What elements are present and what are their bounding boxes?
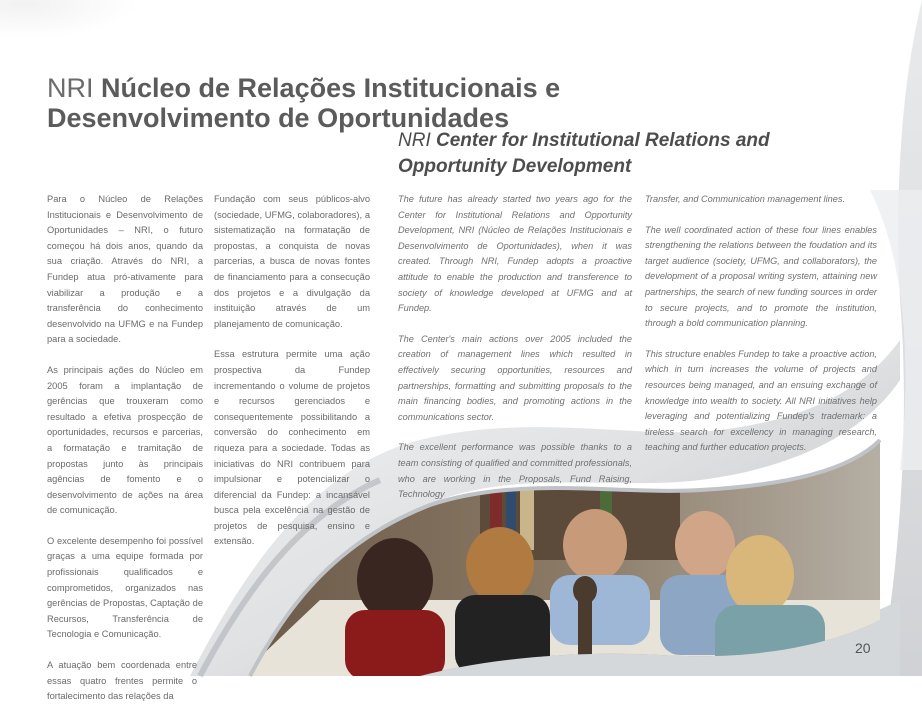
paragraph: Transfer, and Communication management lines. [645,194,846,204]
paragraph: As principais ações do Núcleo em 2005 foram a implantação de gerências que trouxeram como resultado a efetiva prospecção de oportunidades, recursos e parcerias, a formatação e tramitação de propostas junto às principais agências de fomento e o desenvolvimento de ações na área de comunicação. [47,364,203,516]
column-pt-1 [47,192,203,720]
column-pt-2 [214,192,370,565]
paragraph: This structure enables Fundep to take a proactive action, which in turn increases the volume of projects and resources being managed, and an ensuing exchange of knowledge into wealth to society. All NRI initiatives help leveraging and potentializing Fundep's trademark: a tireless search for excellency in managing research, teaching and further education projects. [645,348,877,453]
paragraph: Para o Núcleo de Relações Institucionais e Desenvolvimento de Oportunidades – NRI, o futuro começou há dois anos, quando da sua criação. Através do NRI, a Fundep atua pró-ativamente para viabilizar a produção e a transferência do conhecimento desenvolvido na UFMG e na Fundep para a sociedade. [47,194,203,345]
title-pt-line2: Desenvolvimento de Oportunidades [47,103,510,133]
title-portuguese [47,73,687,133]
title-en-line2: Opportunity Development [398,156,632,177]
paragraph: Fundação com seus públicos-alvo (sociedade, UFMG, colaboradores), a sistematização na formatação de propostas, a conquista de novas parcerias, a busca de novas fontes de financiamento para a consecução dos projetos e a divulgação da instituição através de um planejamento de comunicação. [214,194,370,329]
title-en-line1: Center for Institutional Relations and [436,130,770,151]
paragraph: The Center's main actions over 2005 included the creation of management lines which resulted in effectively securing opportunities, resources and partnerships, formatting and submitting proposals to the main financing bodies, and promoting actions in the communications sector. [398,333,632,422]
paragraph: A atuação bem coordenada entre essas quatro frentes permite o fortalecimento das relações da [47,660,197,702]
paragraph: The well coordinated action of these four lines enables strengthening the relations between the foudation and its target audience (society, UFMG, and collaborators), the development of a proposal writing system, attaining new partnerships, the search of new funding sources in order to secure projects, and to promote the institution, through a bold communication planning. [645,224,877,329]
title-english [398,128,868,180]
paragraph: The excellent performance was possible thanks to a team consisting of qualified and committed professionals, who are working in the Proposals, Fund Raising, Technology [398,442,632,500]
title-pt-line1: Núcleo de Relações Institucionais e [101,73,561,103]
column-en-1 [398,192,632,518]
paragraph: O excelente desempenho foi possível graças a uma equipe formada por profissionais qualificados e comprometidos, organizados nas gerências de Propostas, Captação de Recursos, Transferência de Tecnologia e Comunicação. [47,535,203,640]
title-en-acronym: NRI [398,130,431,151]
paragraph: Essa estrutura permite uma ação prospectiva da Fundep incrementando o volume de projetos e recursos gerenciados e consequentemente possibilitando a conversão do conhecimento em riqueza para a sociedade. Todas as iniciativas do NRI contribuem para impulsionar e potencializar o diferencial da Fundep: a incansável busca pela excelência na gestão de projetos de pesquisa, ensino e extensão. [214,349,370,547]
column-en-2 [645,192,877,471]
page-number: 20 [855,640,871,656]
paragraph: The future has already started two years ago for the Center for Institutional Relations and Opportunity Development, NRI (Núcleo de Relações Institucionais e Desenvolvimento de Oportunidades), when it was created. Through NRI, Fundep adopts a proactive attitude to enable the production and transference to society of knowledge developed at UFMG and at Fundep. [398,194,632,314]
title-pt-acronym: NRI [47,73,94,103]
